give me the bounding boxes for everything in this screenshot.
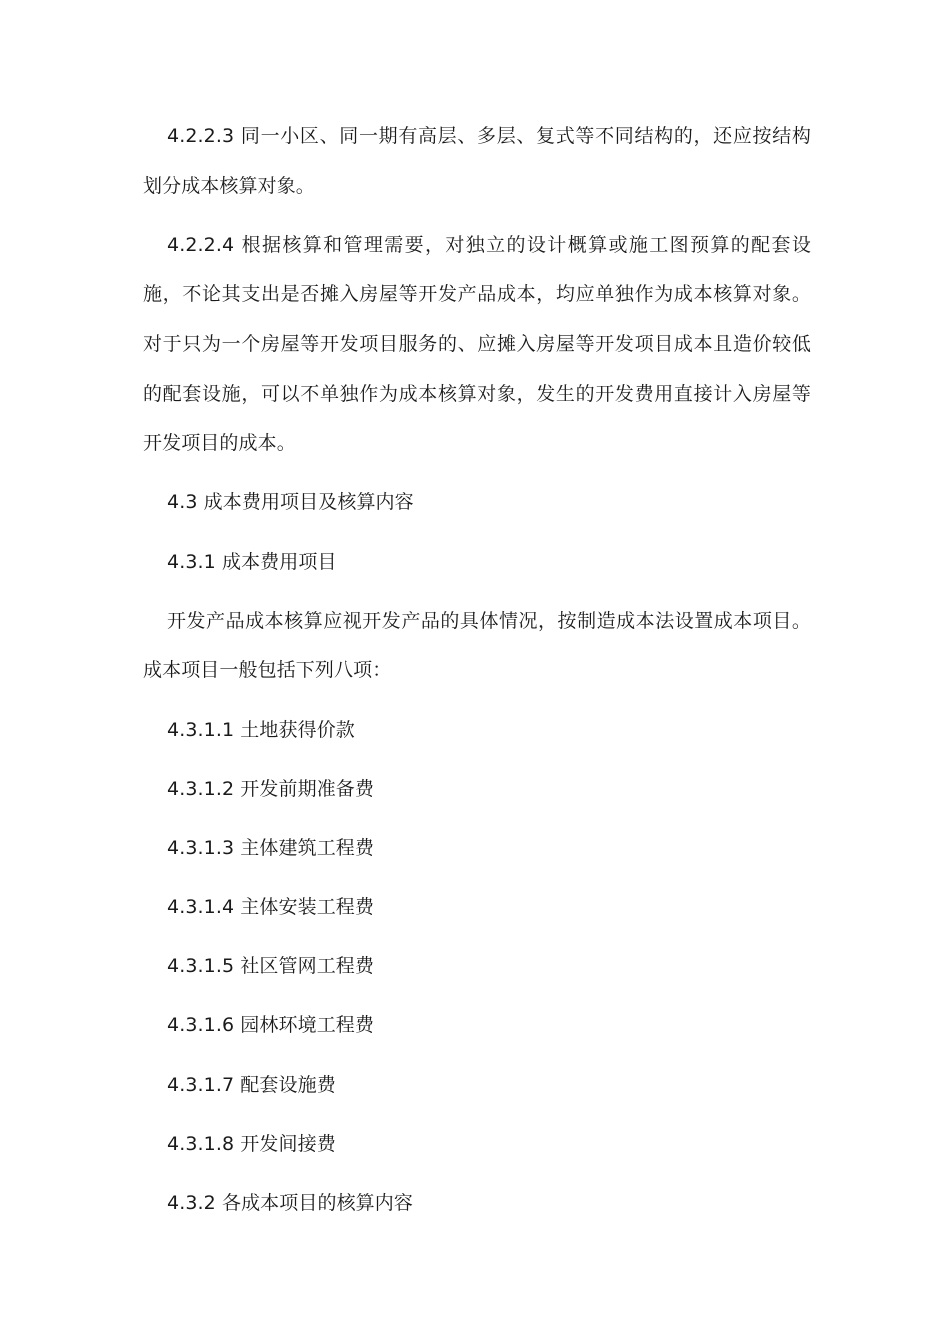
list-item-4-3-1-1: 4.3.1.1 土地获得价款 [167,718,355,741]
list-item-4-3-1-7: 4.3.1.7 配套设施费 [167,1073,336,1096]
section-heading-4-3-1: 4.3.1 成本费用项目 [167,550,337,573]
section-heading-4-3-2: 4.3.2 各成本项目的核算内容 [167,1192,413,1214]
list-item-4-3-1-3: 4.3.1.3 主体建筑工程费 [167,836,375,859]
list-item-4-3-1-5: 4.3.1.5 社区管网工程费 [167,955,375,978]
list-item-4-3-1-2: 4.3.1.2 开发前期准备费 [167,777,375,800]
document-body [143,112,811,1238]
list-item-4-3-1-4: 4.3.1.4 主体安装工程费 [167,896,375,919]
section-heading-4-3: 4.3 成本费用项目及核算内容 [167,491,414,514]
paragraph-cost-items-intro: 开发产品成本核算应视开发产品的具体情况，按制造成本法设置成本项目。成本项目一般包括下列八项： [143,609,811,682]
list-item-4-3-1-8: 4.3.1.8 开发间接费 [167,1132,336,1155]
list-item-4-3-1-6: 4.3.1.6 园林环境工程费 [167,1014,375,1037]
paragraph-4-2-2-3: 4.2.2.3 同一小区、同一期有高层、多层、复式等不同结构的，还应按结构划分成本核算对象。 [143,125,811,197]
paragraph-4-2-2-4: 4.2.2.4 根据核算和管理需要，对独立的设计概算或施工图预算的配套设施，不论其支出是否摊入房屋等开发产品成本，均应单独作为成本核算对象。对于只为一个房屋等开发项目服务的、应摊入房屋等开发项目成本且造价较低的配套设施，可以不单独作为成本核算对象，发生的开发费用直接计入房屋等开发项目的成本。 [143,233,811,455]
